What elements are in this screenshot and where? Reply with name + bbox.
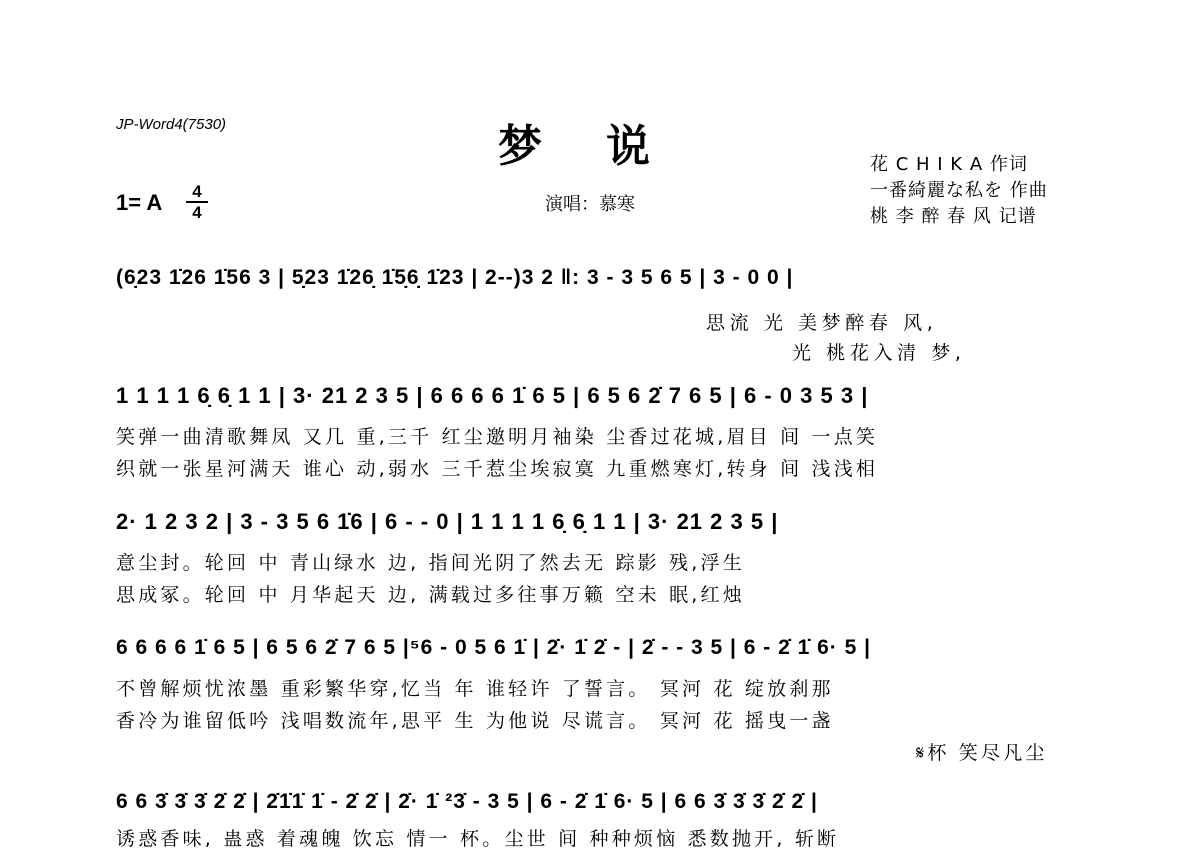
lyricist-credit: 花 C H I K A 作词 — [870, 154, 1028, 175]
notation-line-5: 6 6 3̇ 3̇ 3̇ 2̇ 2̇ | 2̇1̇1̇ 1̇ - 2̇ 2̇ | 2̇· 1̇ ²3̇ - 3 5 | 6 - 2̇ 1̇ 6· 5 | 6 6 3̇ 3̇ 3̇ 2̇ 2̇ | — [116, 790, 818, 813]
lyric-line-1-verse-2: 光 桃花入清 梦, — [792, 342, 966, 364]
notation-line-4: 6 6 6 6 1̇ 6 5 | 6 5 6 2̇ 7 6 5 |⁵6 - 0 5 6 1̇ | 2̇· 1̇ 2̇ - | 2̇ - - 3 5 | 6 - 2̇ 1̇ 6· 5 | — [116, 636, 871, 659]
lyric-line-3-verse-2: 思成冢。轮回 中 月华起天 边, 满载过多往事万籁 空未 眠,红烛 — [116, 584, 745, 606]
time-signature — [186, 183, 208, 221]
notation-line-3: 2· 1 2 3 2 | 3 - 3 5 6 1̇6 | 6 - - 0 | 1 1 1 1 6̣ 6̣ 1 1 | 3· 21 2 3 5 | — [116, 509, 779, 534]
composer-credit: 一番綺麗な私を 作曲 — [870, 180, 1048, 201]
time-top: 4 — [192, 182, 202, 201]
lyric-line-2-verse-1: 笑弹一曲清歌舞凤 又几 重,三千 红尘邀明月袖染 尘香过花城,眉目 间 一点笑 — [116, 426, 879, 448]
time-bottom: 4 — [192, 203, 202, 222]
lyric-line-2-verse-2: 织就一张星河满天 谁心 动,弱水 三千惹尘埃寂寞 九重燃寒灯,转身 间 浅浅相 — [116, 458, 879, 480]
song-title: 梦说 — [498, 121, 714, 172]
lyric-line-3-verse-1: 意尘封。轮回 中 青山绿水 边, 指间光阴了然去无 踪影 残,浮生 — [116, 552, 745, 574]
key-signature: 1= A — [116, 190, 163, 215]
lyric-line-4-verse-1: 不曾解烦忧浓墨 重彩繁华穿,忆当 年 谁轻许 了誓言。 冥河 花 绽放刹那 — [116, 678, 834, 700]
notation-line-2: 1 1 1 1 6̣ 6̣ 1 1 | 3· 21 2 3 5 | 6 6 6 6 1̇ 6 5 | 6 5 6 2̇ 7 6 5 | 6 - 0 3 5 3 | — [116, 383, 869, 408]
lyric-line-1-verse-1: 思流 光 美梦醉春 风, — [706, 312, 938, 334]
lyric-line-4-verse-3: 𝄋杯 笑尽凡尘 — [916, 742, 1048, 764]
lyric-line-5-verse-1: 诱惑香味, 蛊惑 着魂魄 饮忘 情一 杯。尘世 间 种种烦恼 悉数抛开, 斩断 — [116, 828, 840, 850]
transcriber-credit: 桃 李 醉 春 风 记谱 — [870, 206, 1037, 227]
notation-line-1: (6̣23 1̇26 1̇56 3 | 5̣23 1̇26̣ 1̇5̣6̣ 1̇23 | 2--)3 2 ‖: 3 - 3 5 6 5 | 3 - 0 0 | — [116, 266, 794, 289]
singer-credit: 演唱：慕寒 — [545, 194, 635, 215]
lyric-line-4-verse-2: 香冷为谁留低吟 浅唱数流年,思平 生 为他说 尽谎言。 冥河 花 摇曳一盏 — [116, 710, 834, 732]
software-label: JP-Word4(7530) — [116, 116, 227, 133]
